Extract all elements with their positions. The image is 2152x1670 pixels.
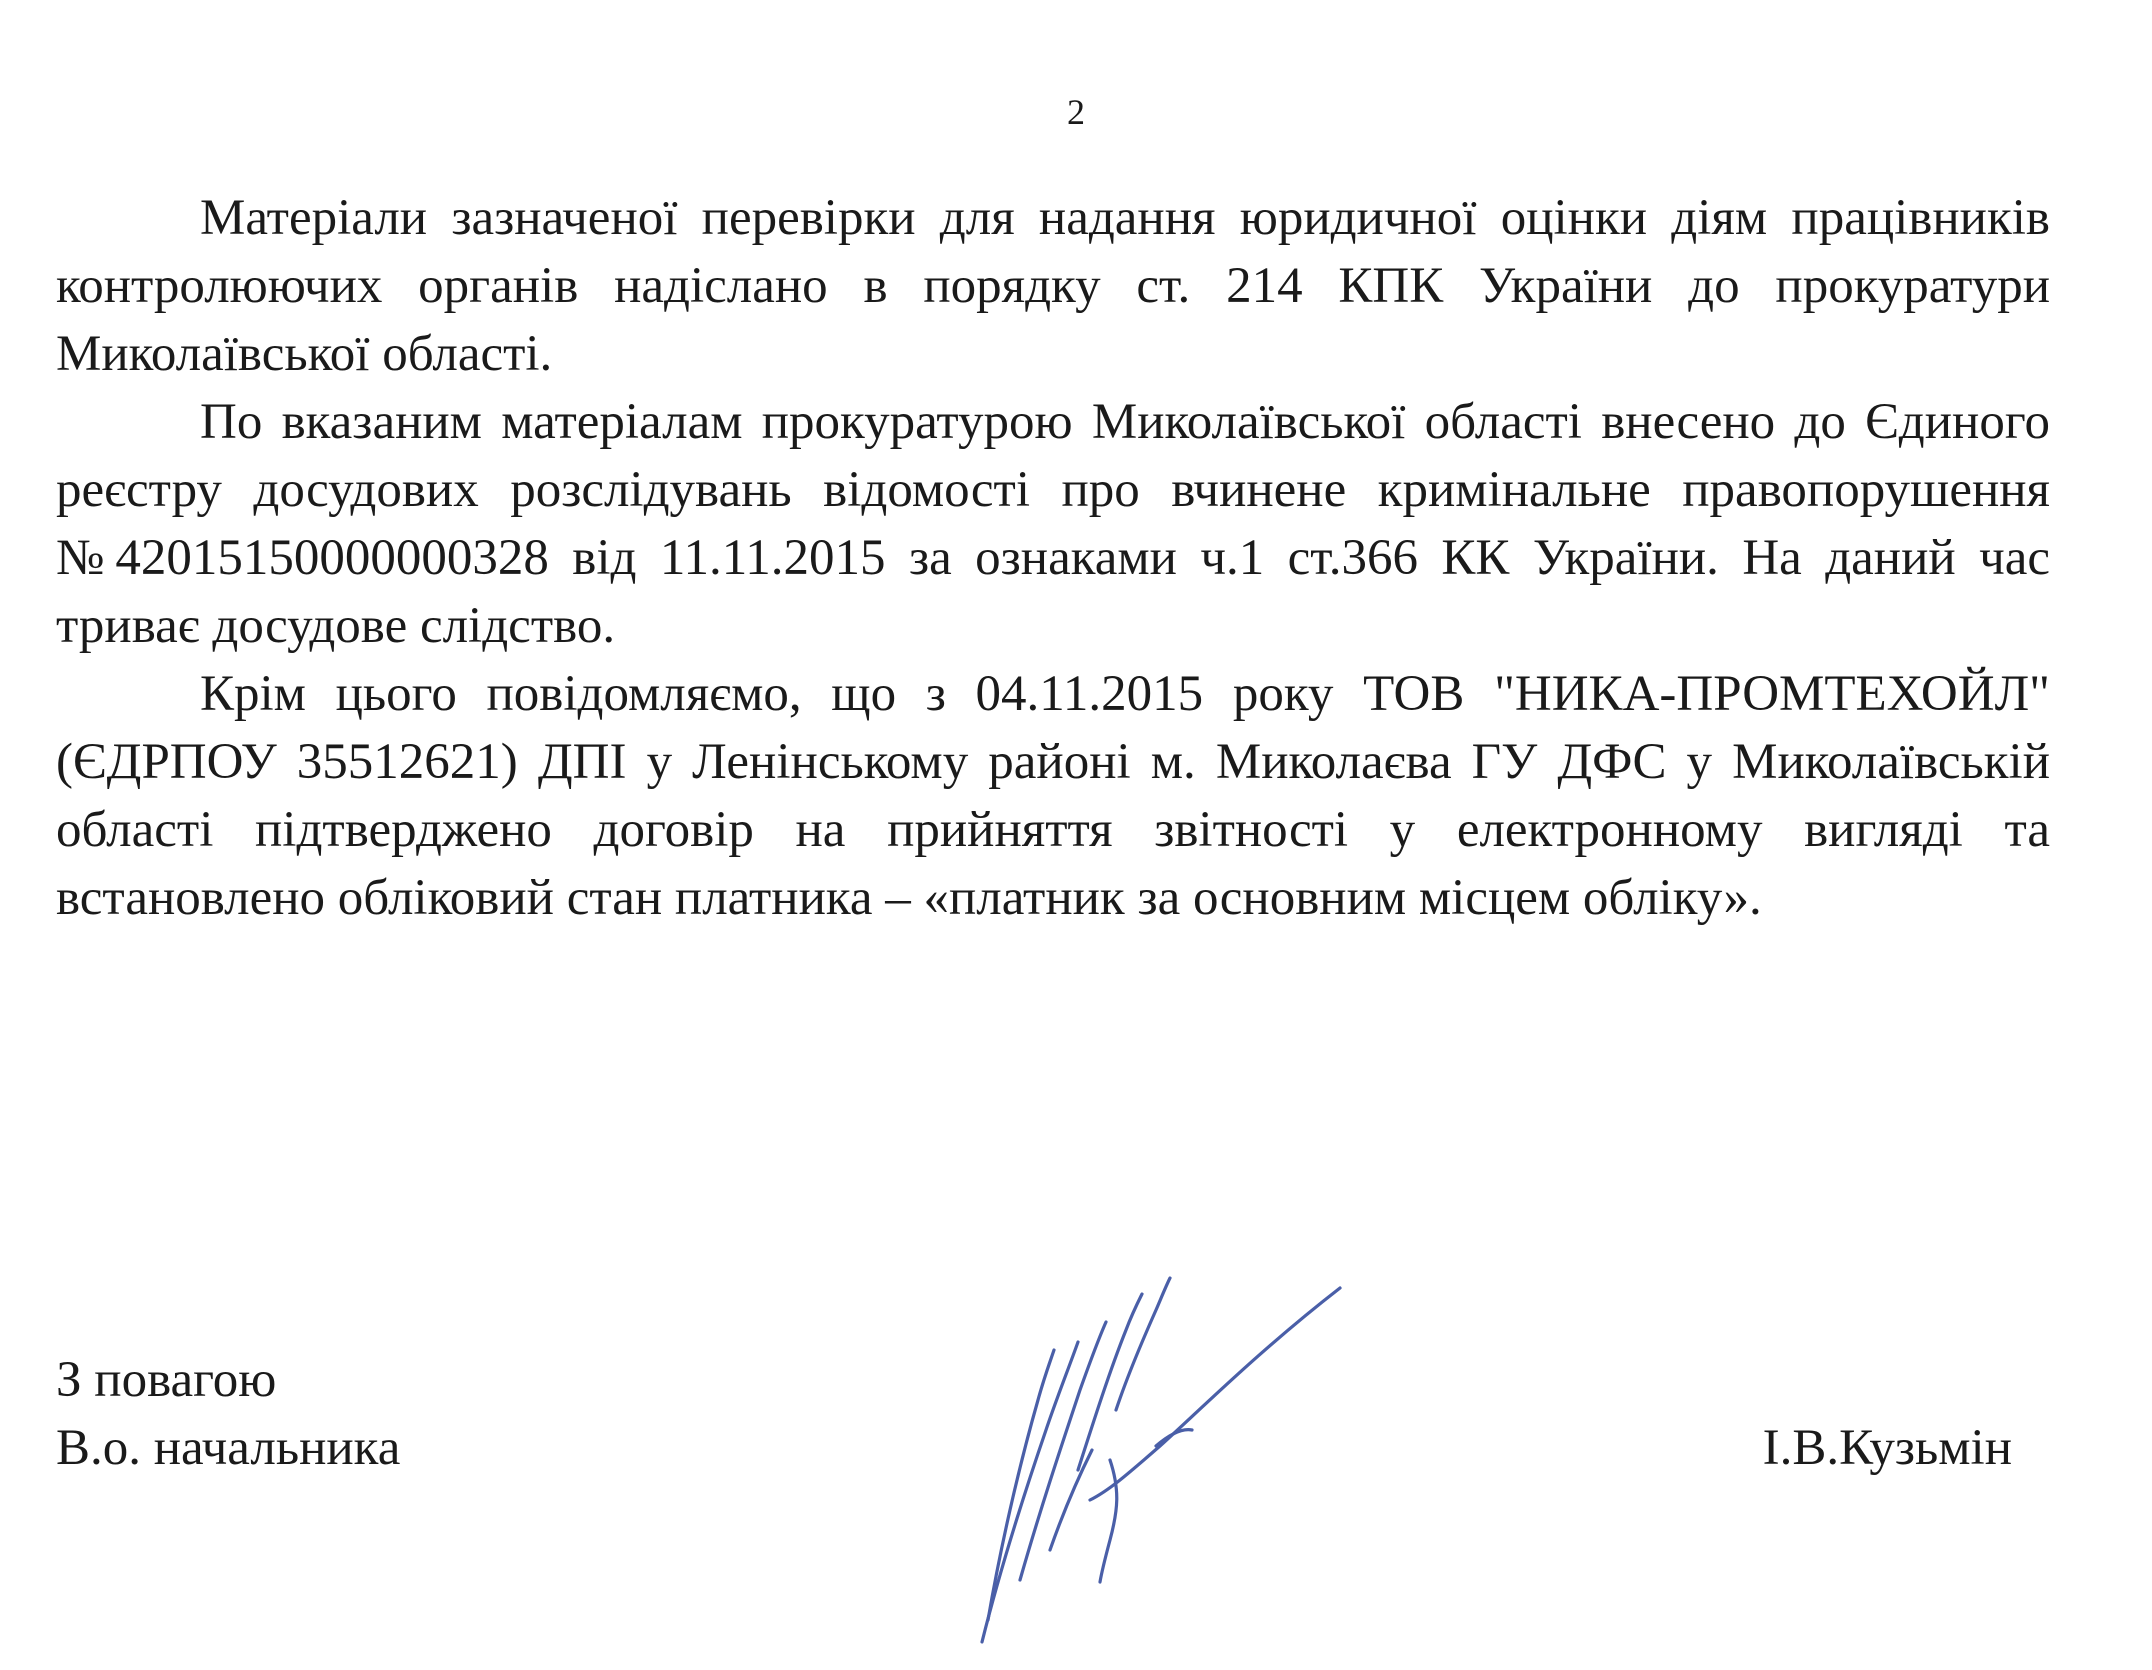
- document-body: [56, 184, 2050, 932]
- page-number: 2: [1067, 92, 1085, 132]
- handwritten-signature-icon: [960, 1250, 1440, 1670]
- signer-name: І.В.Кузьмін: [1762, 1420, 2012, 1476]
- closing-block: [56, 1346, 400, 1482]
- signer-position: В.о. начальника: [56, 1420, 401, 1476]
- paragraph-company-status: Крім цього повідомляємо, що з 04.11.2015 року ТОВ "НИКА-ПРОМТЕХОЙЛ" (ЄДРПОУ 35512621) ДПІ у Ленінському районі м. Миколаєва ГУ ДФС у Миколаївській області підтверджено договір на прийняття звітності у електронному вигляді та встановлено обліковий стан платника – «платник за основним місцем обліку».: [56, 666, 2050, 926]
- paragraph-criminal-register: По вказаним матеріалам прокуратурою Миколаївської області внесено до Єдиного реєстру досудових розслідувань відомості про вчинене кримінальне правопорушення №42015150000000328 від 11.11.2015 за ознаками ч.1 ст.366 КК України. На даний час триває досудове слідство.: [56, 394, 2050, 654]
- regards-text: З повагою: [56, 1352, 277, 1408]
- paragraph-materials-sent: Матеріали зазначеної перевірки для надання юридичної оцінки діям працівників контролюючих органів надіслано в порядку ст. 214 КПК України до прокуратури Миколаївської області.: [56, 190, 2050, 382]
